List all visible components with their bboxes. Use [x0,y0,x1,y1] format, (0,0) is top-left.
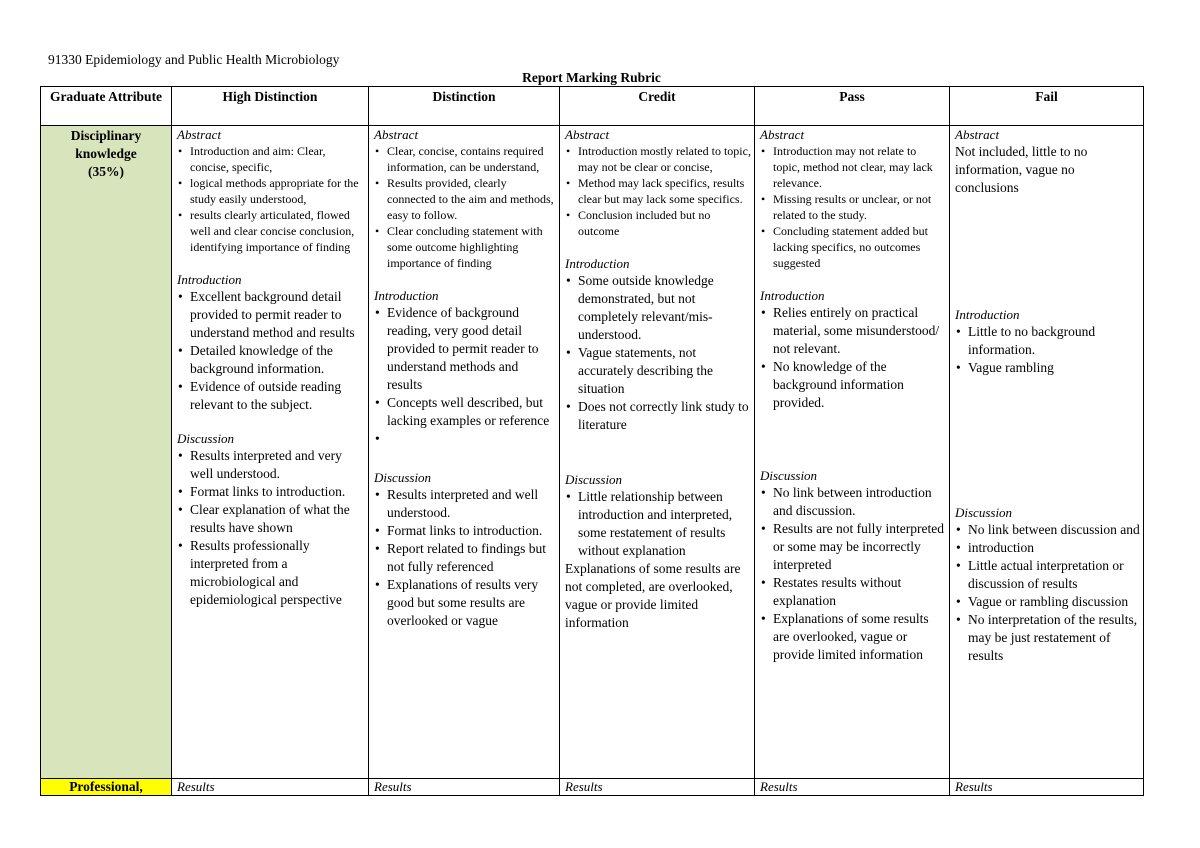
list-item: • Restates results without explanation [760,574,946,610]
header-high-distinction: High Distinction [172,87,369,126]
attribute-line: Disciplinary [70,128,142,143]
list-item: • Missing results or unclear, or not related to the study. [760,191,946,223]
rubric-title: Report Marking Rubric [522,70,661,85]
list-item: • Excellent background detail provided to permit reader to understand method and results [177,288,365,342]
section-heading: Introduction [565,256,630,271]
cell-results: Results [172,779,369,796]
header-credit: Credit [560,87,755,126]
list-item: • Concluding statement added but lacking specifics, no outcomes suggested [760,223,946,271]
cell-results: Results [755,779,950,796]
credit-discussion-text: Explanations of some results are not completed, are overlooked, vague or provide limited information [565,561,741,630]
list-item: • Does not correctly link study to literature [565,398,751,434]
cell-results: Results [369,779,560,796]
section-heading: Abstract [177,127,222,142]
list-item: • results clearly articulated, flowed well and clear concise conclusion, identifying importance of finding [177,207,365,255]
header-fail: Fail [950,87,1144,126]
fail-abstract-text: Not included, little to no information, vague no conclusions [955,144,1088,195]
document-header: 91330 Epidemiology and Public Health Microbiology [48,52,340,67]
header-pass: Pass [755,87,950,126]
list-item: • Report related to findings but not fully referenced [374,540,556,576]
section-heading: Discussion [374,470,432,485]
list-item: • Introduction may not relate to topic, method not clear, may lack relevance. [760,143,946,191]
list-item: • Format links to introduction. [177,483,365,501]
list-item: • Vague or rambling discussion [955,593,1140,611]
table-row [41,126,1144,779]
list-item: • Clear explanation of what the results have shown [177,501,365,537]
cell-results: Results [560,779,755,796]
header-graduate-attribute: Graduate Attribute [41,87,172,126]
table-row [41,779,1144,796]
cell-pass [755,126,950,779]
section-heading: Discussion [955,505,1013,520]
attribute-line: knowledge [75,146,137,161]
list-item: • No interpretation of the results, may be just restatement of results [955,611,1140,665]
cell-results: Results [950,779,1144,796]
list-item: • introduction [955,539,1140,557]
list-item: • Little to no background information. [955,323,1140,359]
section-heading: Abstract [565,127,610,142]
list-item: • Explanations of some results are overlooked, vague or provide limited information [760,610,946,664]
cell-high-distinction [172,126,369,779]
list-item: • logical methods appropriate for the study easily understood, [177,175,365,207]
section-heading: Abstract [760,127,805,142]
section-heading: Abstract [374,127,419,142]
list-item: • Clear, concise, contains required information, can be understand, [374,143,556,175]
section-heading: Introduction [374,288,439,303]
section-heading: Introduction [177,272,242,287]
list-item: • Little relationship between introduction and interpreted, some restatement of results without explanation [565,488,751,560]
list-item: • Introduction mostly related to topic, may not be clear or concise, [565,143,751,175]
attribute-cell-disciplinary [41,126,172,779]
list-item: • Evidence of outside reading relevant to the subject. [177,378,365,414]
attribute-cell-professional: Professional, [41,779,172,796]
section-heading: Abstract [955,127,1000,142]
list-item: • Introduction and aim: Clear, concise, specific, [177,143,365,175]
list-item: • Format links to introduction. [374,522,556,540]
list-item: • Clear concluding statement with some outcome highlighting importance of finding [374,223,556,271]
list-item: • Results are not fully interpreted or some may be incorrectly interpreted [760,520,946,574]
list-item: • Conclusion included but no outcome [565,207,751,239]
header-distinction: Distinction [369,87,560,126]
list-item: • No link between discussion and [955,521,1140,539]
cell-credit [560,126,755,779]
list-item: • Concepts well described, but lacking examples or reference [374,394,556,430]
list-item: • Results interpreted and well understood. [374,486,556,522]
section-heading: Discussion [760,468,818,483]
list-item: • Relies entirely on practical material, some misunderstood/ not relevant. [760,304,946,358]
attribute-weight: (35%) [88,164,124,179]
rubric-table [40,86,1144,796]
section-heading: Introduction [760,288,825,303]
list-item: • Detailed knowledge of the background information. [177,342,365,378]
section-heading: Introduction [955,307,1020,322]
list-item: • No link between introduction and discussion. [760,484,946,520]
list-item: • Results interpreted and very well understood. [177,447,365,483]
list-item: • Vague statements, not accurately describing the situation [565,344,751,398]
list-item: • Results provided, clearly connected to the aim and methods, easy to follow. [374,175,556,223]
cell-distinction [369,126,560,779]
list-item: • No knowledge of the background information provided. [760,358,946,412]
list-item: • Little actual interpretation or discussion of results [955,557,1140,593]
list-item: • Results professionally interpreted from a microbiological and epidemiological perspective [177,537,365,609]
list-item: • Explanations of results very good but some results are overlooked or vague [374,576,556,630]
list-item: • Method may lack specifics, results clear but may lack some specifics. [565,175,751,207]
list-item: • Evidence of background reading, very good detail provided to permit reader to understand methods and results [374,304,556,394]
section-heading: Discussion [565,472,623,487]
list-item: • Some outside knowledge demonstrated, but not completely relevant/mis-understood. [565,272,751,344]
header-row [41,87,1144,126]
section-heading: Discussion [177,431,235,446]
cell-fail [950,126,1144,779]
list-item: • Vague rambling [955,359,1140,377]
